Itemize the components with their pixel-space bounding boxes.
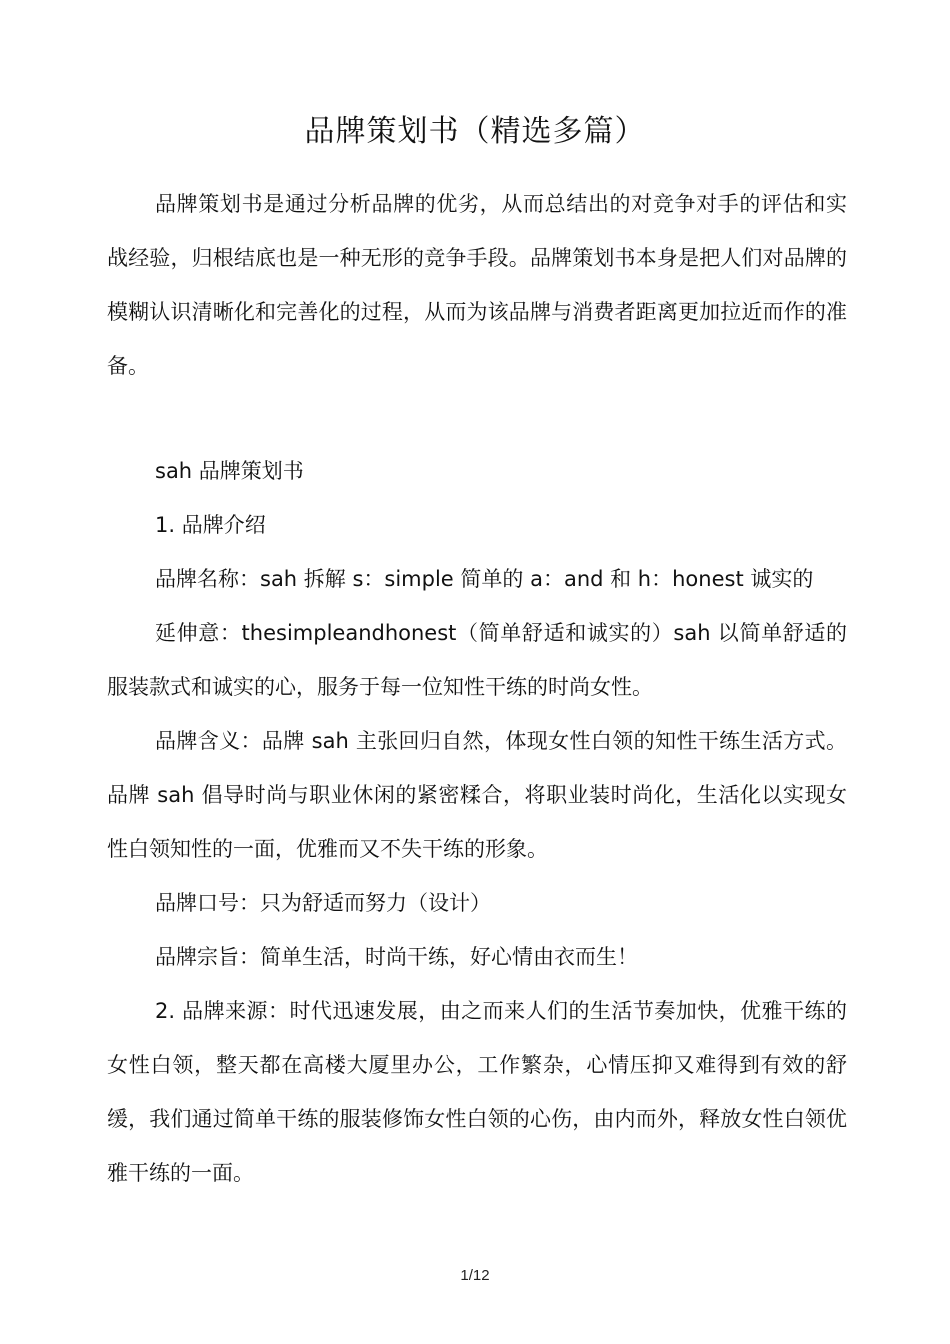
paragraph-extended-meaning: 延伸意：thesimpleandhonest（简单舒适和诚实的）sah 以简单舒适的服装款式和诚实的心，服务于每一位知性干练的时尚女性。	[107, 621, 847, 699]
intro-paragraph: 品牌策划书是通过分析品牌的优劣，从而总结出的对竞争对手的评估和实战经验，归根结底也是一种无形的竞争手段。品牌策划书本身是把人们对品牌的模糊认识清晰化和完善化的过程，从而为该品牌与消费者距离更加拉近而作的准备。	[107, 192, 847, 378]
list-item-brand-intro: 1. 品牌介绍	[155, 513, 266, 537]
paragraph-brand-purpose: 品牌宗旨：简单生活，时尚干练，好心情由衣而生！	[155, 945, 638, 969]
intro-section	[107, 177, 847, 393]
page-number: 1/12	[460, 1267, 490, 1284]
document-title: 品牌策划书（精选多篇）	[304, 114, 646, 149]
paragraph-brand-meaning: 品牌含义：品牌 sah 主张回归自然，体现女性白领的知性干练生活方式。品牌 sah 倡导时尚与职业休闲的紧密糅合，将职业装时尚化，生活化以实现女性白领知性的一面，优雅而又不失干练的形象。	[107, 729, 847, 861]
main-section	[107, 444, 847, 1200]
section-heading: sah 品牌策划书	[155, 459, 304, 483]
paragraph-brand-name: 品牌名称：sah 拆解 s：simple 简单的 a：and 和 h：honest 诚实的	[155, 567, 814, 591]
paragraph-brand-origin: 2. 品牌来源：时代迅速发展，由之而来人们的生活节奏加快，优雅干练的女性白领，整天都在高楼大厦里办公，工作繁杂，心情压抑又难得到有效的舒缓，我们通过简单干练的服装修饰女性白领的心伤，由内而外，释放女性白领优雅干练的一面。	[107, 999, 847, 1185]
paragraph-brand-slogan: 品牌口号：只为舒适而努力（设计）	[155, 891, 491, 915]
